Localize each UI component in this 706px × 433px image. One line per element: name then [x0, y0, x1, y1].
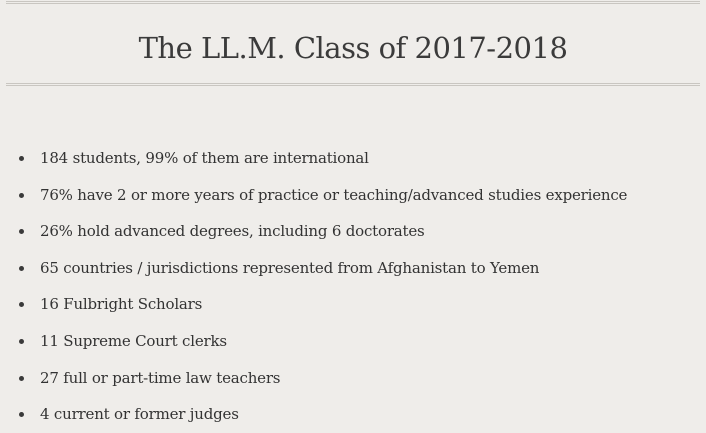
title-band — [6, 0, 700, 86]
bullet-icon — [19, 376, 24, 381]
fact-text: 11 Supreme Court clerks — [40, 331, 227, 350]
list-item — [0, 323, 706, 360]
title-top-rule — [6, 1, 700, 4]
bullet-icon — [19, 339, 24, 344]
bullet-icon — [19, 229, 24, 234]
fact-text: 76% have 2 or more years of practice or teaching/advanced studies experience — [40, 185, 628, 204]
list-item — [0, 213, 706, 250]
bullet-icon — [19, 302, 24, 307]
title-bottom-rule — [6, 83, 700, 86]
list-item — [0, 140, 706, 177]
fact-text: 26% hold advanced degrees, including 6 doctorates — [40, 222, 425, 241]
bullet-icon — [19, 266, 24, 271]
fact-text: 184 students, 99% of them are international — [40, 149, 369, 167]
bullet-icon — [19, 412, 24, 417]
fact-text: 65 countries / jurisdictions represented from Afghanistan to Yemen — [40, 258, 540, 277]
fact-text: 16 Fulbright Scholars — [40, 295, 203, 314]
bullet-icon — [19, 193, 24, 198]
bullet-icon — [19, 156, 24, 161]
list-item — [0, 286, 706, 323]
class-facts-list — [0, 140, 706, 433]
fact-text: 4 current or former judges — [40, 405, 239, 424]
list-item — [0, 396, 706, 433]
fact-text: 27 full or part-time law teachers — [40, 368, 281, 387]
list-item — [0, 250, 706, 287]
list-item — [0, 360, 706, 397]
list-item — [0, 177, 706, 214]
page-title: The LL.M. Class of 2017-2018 — [138, 31, 568, 65]
